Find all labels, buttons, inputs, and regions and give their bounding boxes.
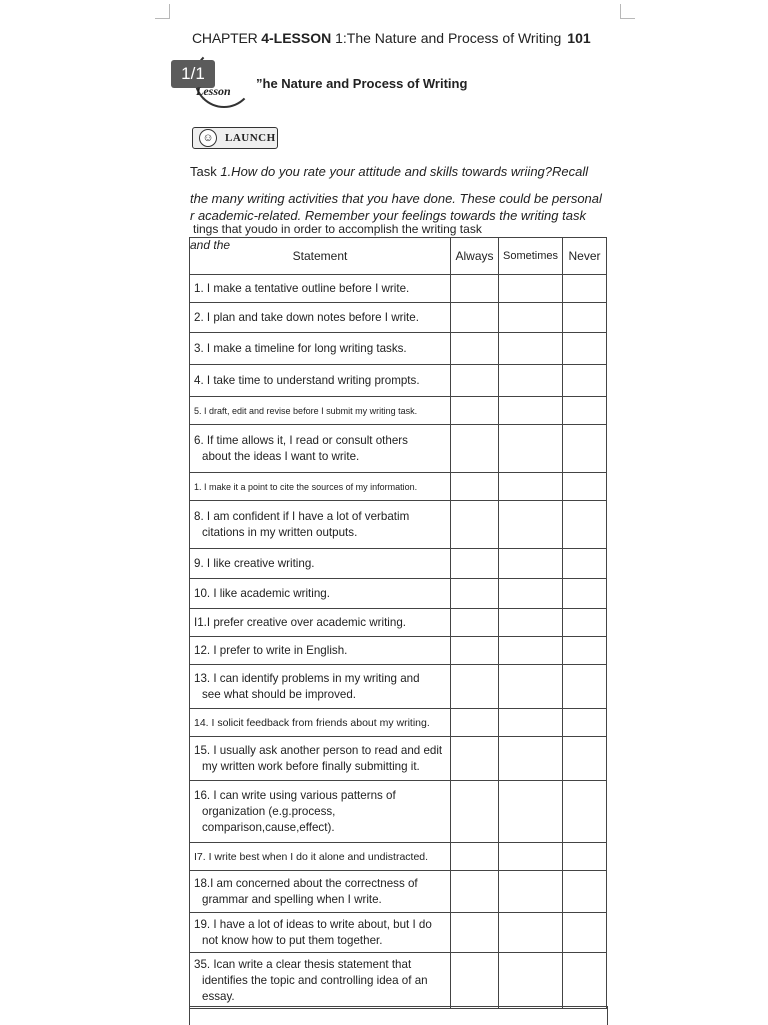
rating-cell-sometimes[interactable] — [499, 709, 563, 737]
rating-cell-sometimes[interactable] — [499, 365, 563, 397]
table-row — [190, 425, 607, 473]
rating-cell-never[interactable] — [563, 549, 607, 579]
page-corner-mark-left — [155, 4, 170, 19]
writing-attitude-table — [189, 237, 607, 1009]
page-number: 101 — [567, 30, 591, 46]
header-statement — [190, 238, 451, 275]
statement-cell — [190, 397, 451, 425]
rating-cell-sometimes[interactable] — [499, 665, 563, 709]
task-line-4: tings that youdo in order to accomplish the writing task — [193, 222, 482, 236]
table-row — [190, 333, 607, 365]
statement-text-continued: citations in my written outputs. — [202, 525, 358, 539]
rating-cell-never[interactable] — [563, 709, 607, 737]
statement-cell — [190, 609, 451, 637]
chapter-header — [192, 30, 591, 46]
table-row — [190, 275, 607, 303]
rating-cell-always[interactable] — [451, 501, 499, 549]
table-continuation — [189, 1006, 608, 1025]
lesson-label: Lesson — [196, 84, 231, 98]
statement-cell — [190, 549, 451, 579]
rating-cell-sometimes[interactable] — [499, 425, 563, 473]
statement-text-continued: see what should be improved. — [202, 687, 357, 701]
statement-text-continued: not know how to put them together. — [202, 933, 383, 947]
table-row — [190, 501, 607, 549]
rating-cell-always[interactable] — [451, 709, 499, 737]
rating-cell-never[interactable] — [563, 609, 607, 637]
header-corner-text: and the — [190, 238, 231, 252]
statement-text-continued: about the ideas I want to write. — [202, 449, 360, 463]
rating-cell-sometimes[interactable] — [499, 843, 563, 871]
statement-cell — [190, 709, 451, 737]
rating-cell-never[interactable] — [563, 473, 607, 501]
rating-cell-never[interactable] — [563, 333, 607, 365]
statement-cell — [190, 303, 451, 333]
rating-cell-never[interactable] — [563, 397, 607, 425]
table-row — [190, 871, 607, 913]
launch-banner — [192, 127, 278, 149]
rating-cell-always[interactable] — [451, 953, 499, 1009]
rating-cell-never[interactable] — [563, 275, 607, 303]
rating-cell-never[interactable] — [563, 303, 607, 333]
statement-cell — [190, 781, 451, 843]
rating-cell-sometimes[interactable] — [499, 303, 563, 333]
rating-cell-always[interactable] — [451, 275, 499, 303]
rating-cell-always[interactable] — [451, 397, 499, 425]
table-row — [190, 737, 607, 781]
statement-text: 2. I plan and take down notes before I write. — [194, 310, 419, 324]
rating-cell-never[interactable] — [563, 871, 607, 913]
statement-text: 12. I prefer to write in English. — [194, 643, 348, 657]
statement-cell — [190, 425, 451, 473]
statement-cell — [190, 333, 451, 365]
rating-cell-always[interactable] — [451, 303, 499, 333]
statement-text: 9. I like creative writing. — [194, 556, 315, 570]
rating-cell-always[interactable] — [451, 781, 499, 843]
rating-cell-always[interactable] — [451, 637, 499, 665]
statement-text-continued: identifies the topic and controlling idea of an — [202, 973, 428, 987]
task-overlap-lines — [190, 208, 586, 236]
statement-cell — [190, 501, 451, 549]
statement-cell — [190, 953, 451, 1009]
rating-cell-sometimes[interactable] — [499, 953, 563, 1009]
statement-text-continued: organization (e.g.process, — [202, 804, 336, 818]
page-indicator-badge[interactable]: 1/1 — [171, 60, 215, 88]
statement-text-continued: grammar and spelling when I write. — [202, 892, 382, 906]
statement-cell — [190, 365, 451, 397]
face-icon: ☺ — [199, 129, 217, 147]
rating-cell-sometimes[interactable] — [499, 781, 563, 843]
rating-cell-sometimes[interactable] — [499, 275, 563, 303]
table-row — [190, 843, 607, 871]
statement-text: 8. I am confident if I have a lot of verbatim — [194, 509, 410, 523]
header-always: Always — [451, 238, 499, 275]
rating-cell-never[interactable] — [563, 365, 607, 397]
statement-text: 1. I make it a point to cite the sources of my information. — [194, 481, 418, 492]
statement-text: 4. I take time to understand writing prompts. — [194, 373, 420, 387]
rating-cell-never[interactable] — [563, 637, 607, 665]
rating-cell-always[interactable] — [451, 609, 499, 637]
table-row — [190, 579, 607, 609]
statement-text: I7. I write best when I do it alone and undistracted. — [194, 850, 429, 863]
rating-cell-always[interactable] — [451, 579, 499, 609]
task-lead: Task — [190, 164, 221, 179]
rating-cell-sometimes[interactable] — [499, 609, 563, 637]
rating-cell-sometimes[interactable] — [499, 871, 563, 913]
statement-text: 14. I solicit feedback from friends about my writing. — [194, 716, 430, 729]
statement-cell — [190, 579, 451, 609]
table-row — [190, 549, 607, 579]
rating-cell-never[interactable] — [563, 781, 607, 843]
rating-cell-always[interactable] — [451, 871, 499, 913]
table-row — [190, 953, 607, 1009]
statement-text: 18.I am concerned about the correctness of — [194, 876, 418, 890]
rating-cell-always[interactable] — [451, 913, 499, 953]
rating-cell-always[interactable] — [451, 549, 499, 579]
statement-cell — [190, 665, 451, 709]
rating-cell-always[interactable] — [451, 365, 499, 397]
statement-text: 6. If time allows it, I read or consult others — [194, 433, 408, 447]
page-corner-mark-right — [620, 4, 635, 19]
statement-text: I1.I prefer creative over academic writing. — [194, 615, 406, 629]
rating-cell-always[interactable] — [451, 425, 499, 473]
rating-cell-never[interactable] — [563, 953, 607, 1009]
table-row — [190, 781, 607, 843]
rating-cell-sometimes[interactable] — [499, 501, 563, 549]
rating-cell-sometimes[interactable] — [499, 913, 563, 953]
rating-cell-sometimes[interactable] — [499, 637, 563, 665]
table-row — [190, 637, 607, 665]
rating-cell-always[interactable] — [451, 843, 499, 871]
rating-cell-sometimes[interactable] — [499, 473, 563, 501]
statement-text: 35. Ican write a clear thesis statement that — [194, 957, 412, 971]
statement-text: 19. I have a lot of ideas to write about, but I do — [194, 917, 432, 931]
statement-text-continued: my written work before finally submitting it. — [202, 759, 420, 773]
table-row — [190, 473, 607, 501]
rating-cell-never[interactable] — [563, 913, 607, 953]
rating-cell-sometimes[interactable] — [499, 397, 563, 425]
table-header-row — [190, 238, 607, 275]
lesson-title: ”he Nature and Process of Writing — [256, 76, 468, 91]
task-line-3: r academic-related. Remember your feelings towards the writing task — [190, 208, 586, 223]
rating-cell-always[interactable] — [451, 665, 499, 709]
table-row — [190, 665, 607, 709]
header-bold: 4-LESSON — [261, 30, 336, 46]
statement-text: 5. I draft, edit and revise before I submit my writing task. — [194, 405, 418, 416]
statement-cell — [190, 737, 451, 781]
task-instructions — [190, 158, 610, 212]
rating-cell-never[interactable] — [563, 425, 607, 473]
rating-cell-never[interactable] — [563, 579, 607, 609]
statement-text-continued: comparison,cause,effect). — [202, 820, 335, 834]
statement-text: 3. I make a timeline for long writing tasks. — [194, 341, 407, 355]
statement-cell — [190, 275, 451, 303]
statement-cell — [190, 843, 451, 871]
rating-cell-always[interactable] — [451, 473, 499, 501]
table-row — [190, 709, 607, 737]
statement-text-continued: essay. — [202, 989, 235, 1003]
rating-cell-never[interactable] — [563, 501, 607, 549]
table-row — [190, 397, 607, 425]
statement-cell — [190, 473, 451, 501]
table-row — [190, 365, 607, 397]
task-line-1-text: 1.How do you rate your attitude and skills towards wriing?Recall — [220, 164, 589, 179]
rating-cell-never[interactable] — [563, 843, 607, 871]
header-prefix: CHAPTER — [192, 30, 262, 46]
header-statement-label: Statement — [292, 249, 348, 263]
launch-label: LAUNCH — [225, 132, 276, 144]
statement-text: 1. I make a tentative outline before I write. — [194, 281, 410, 295]
task-line-1 — [190, 158, 610, 185]
table-row — [190, 913, 607, 953]
statement-cell — [190, 913, 451, 953]
statement-text: 10. I like academic writing. — [194, 586, 330, 600]
table-row — [190, 303, 607, 333]
rating-cell-never[interactable] — [563, 737, 607, 781]
header-never: Never — [563, 238, 607, 275]
statement-cell — [190, 871, 451, 913]
statement-text: 13. I can identify problems in my writing and — [194, 671, 420, 685]
statement-text: 15. I usually ask another person to read and edit — [194, 743, 443, 757]
rating-cell-sometimes[interactable] — [499, 333, 563, 365]
table-row — [190, 609, 607, 637]
rating-cell-sometimes[interactable] — [499, 549, 563, 579]
task-line-2-text: the many writing activities that you have done. These could be personal — [190, 191, 602, 206]
rating-cell-sometimes[interactable] — [499, 579, 563, 609]
statement-text: 16. I can write using various patterns of — [194, 788, 396, 802]
rating-cell-never[interactable] — [563, 665, 607, 709]
table-body — [190, 275, 607, 1009]
header-title: 1:The Nature and Process of Writing — [335, 30, 562, 46]
statement-cell — [190, 637, 451, 665]
rating-cell-always[interactable] — [451, 737, 499, 781]
rating-cell-always[interactable] — [451, 333, 499, 365]
rating-cell-sometimes[interactable] — [499, 737, 563, 781]
header-sometimes: Sometimes — [499, 238, 563, 275]
